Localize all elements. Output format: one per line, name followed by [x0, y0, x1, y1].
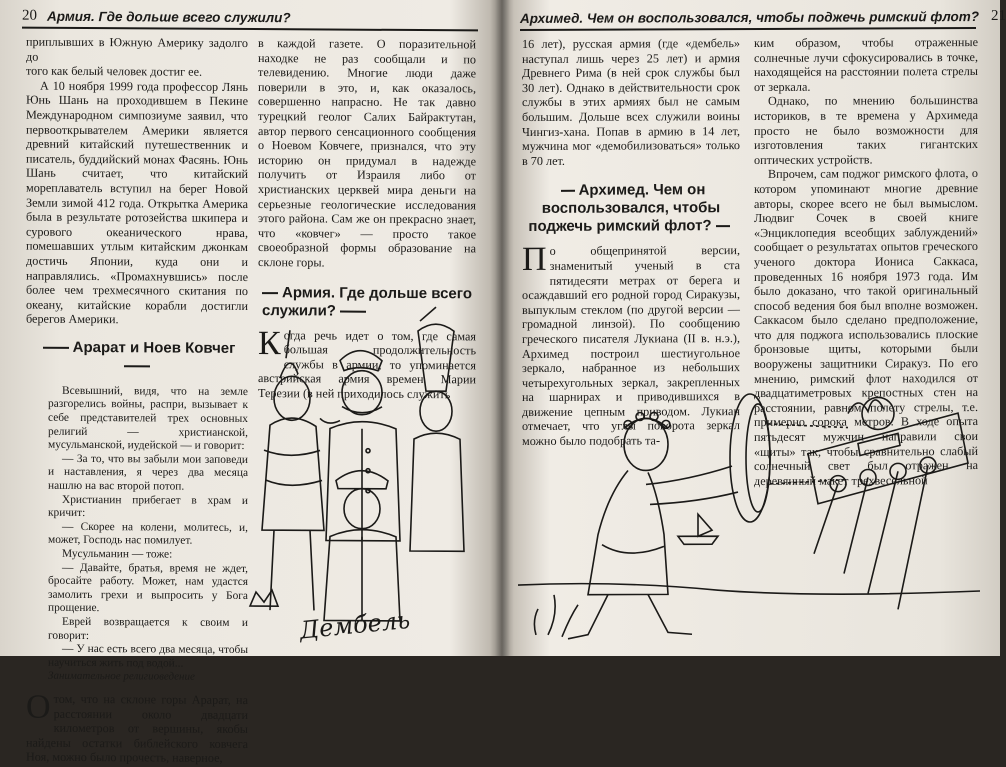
joke-line: — За то, что вы забыли мои заповеди и наставления, я через два месяца нашлю на вас второй потоп. — [48, 452, 248, 493]
left-running-head — [22, 5, 478, 32]
left-page — [0, 0, 496, 766]
paragraph-ararat — [26, 688, 248, 766]
left-page-number: 20 — [22, 7, 37, 24]
joke-line: Мусульманин — тоже: — [62, 547, 173, 561]
intro-line: приплывших в Южную Америку задолго до — [26, 34, 248, 64]
cartoon-caption: Дембель — [298, 605, 412, 645]
paragraph: Впрочем, сам поджог римского флота, о котором упоминают многие древние авторы, скорее всего не был вымыслом. Людвиг Сочек в своей книге «Энциклопедия всеобщих заблуждений» сообщает о результатах опытов греческого ученого доктора Иониса Саккаса, проведенных 16 ноября 1973 года. Им было доказано, что такой оригинальный способ ведения боя был вполне возможен. Саккасом было сделано предположение, что для поджога использовались плоские бронзовые щиты, которыми были вооружены защитники Сиракуз. По его мнению, римский флот находился от двадцатиметровых крепостных стен на расстоянии, равном полету стрелы, т.е. примерно сорока метров. В ходе опыта пятьдесят мужчин направили свои «щиты» так, чтобы сравнительно слабый солнечный свет был отражен на деревянный макет трехвесельной — [754, 166, 978, 488]
right-running-head — [520, 5, 1006, 31]
right-page-number: 21 — [991, 7, 1006, 24]
joke-line: Еврей возвращается к своим и говорит: — [48, 615, 248, 642]
joke-line: — Скорее на колени, молитесь, и, может, Господь нас помилует. — [48, 520, 248, 548]
section-title-text: Архимед. Чем он воспользовался, чтобы поджечь римский флот? — [528, 181, 721, 236]
paragraph: в каждой газете. О поразительной находке не раз сообщали и по телевидению. Многие люди даже поверили в это, и, как оказалось, совершенно напрасно. Не так давно турецкий геолог Салих Байрактутан, автор первого сенсационного сообщения о Ноевом Ковчеге, признался, что эту историю он придумал в надежде получить от Израиля либо от христианских церквей мира деньги на серьезные геологические исследования этого района. Сам же он прекрасно знает, что «ковчег» — просто такое своеобразной формы образование на склоне горы. — [258, 36, 476, 270]
drop-cap: О — [26, 688, 51, 726]
left-running-head-text: Армия. Где дольше всего служили? — [47, 8, 291, 26]
paragraph: 16 лет), русская армия (где «дембель» наступал лишь через 25 лет) и армия Древнего Рима (в ней срок службы был 30 лет). Однако в действительности срок службы в этих армиях был не самым большим. Дольше всех служили воины Чингиз-хана. Попав в армию в 14 лет, мужчина мог «демобилизоваться» только в 70 лет. — [522, 36, 740, 168]
section-title-archimedes — [522, 181, 740, 236]
paragraph: А 10 ноября 1999 года профессор Лянь Юнь Шань на проходившем в Пекине Международном симпозиуме заявил, что первооткрывателем Америки является древний китайский путешественник и писатель, буддийский монах Фасянь. Юнь Шань считает, что китайский мореплаватель вступил на берег Новой Земли зимой 412 года. Открытка Америка была в результате ротозейства шкипера и сурового океанического нрава, помешавших утлым китайским джонкам достичь Японии, куда они и направлялись. «Промахнувшись» после более чем трехмесячного скитания по океану, китайские корабли достигли берегов Америки. — [26, 78, 248, 327]
right-page — [504, 0, 1006, 657]
drop-cap: П — [522, 241, 547, 279]
archimedes-cartoon-illustration — [518, 383, 980, 647]
section-title-text: Армия. Где дольше всего служили? — [262, 283, 472, 320]
section-title-text: Арарат и Ноев Ковчег — [72, 338, 236, 357]
joke-line: Христианин прибегает в храм и кричит: — [48, 493, 248, 520]
drop-cap: К — [258, 324, 281, 362]
paragraph-text: огда речь идет о том, где самая большая продолжительность службы в армии, то упоминается австрийская армия времен Марии Терезии (в ней приходилось служить — [258, 327, 476, 402]
joke-source: Занимательное религиоведение — [48, 670, 195, 684]
joke-line: — Давайте, братья, время не ждет, бросайте работу. Может, нам удастся замолить грехи и выпросить у Бога прощение. — [48, 561, 248, 615]
section-title-ararat — [26, 339, 248, 376]
left-column-1 — [26, 35, 248, 766]
soldiers-cartoon-illustration — [250, 310, 478, 651]
joke-block — [26, 385, 248, 685]
paragraph-text: том, что на склоне горы Арарат, на расстоянии около двадцати километров от вершины, якобы найдены остатки библейского ковчега Ноя, можно было прочесть, наверное, — [26, 691, 248, 766]
joke-line: Всевышний, видя, что на земле разгорелись войны, распри, вызывает к себе представителей трех основных религий — христианской, мусульманской, иудейской — и говорит: — [48, 384, 248, 453]
right-running-head-text: Архимед. Чем он воспользовался, чтобы поджечь римский флот? — [520, 9, 980, 27]
intro-line: того как белый человек достиг ее. — [26, 63, 203, 79]
paragraph: Однако, по мнению большинства историков, в те времена у Архимеда просто не было возможности для изготовления таких гигантских оптических устройств. — [754, 93, 978, 167]
paragraph: ким образом, чтобы отраженные солнечные лучи сфокусировались в точке, находящейся на расстоянии полета стрелы от зеркала. — [754, 35, 978, 94]
paragraph-text: о общепринятой версии, знаменитый ученый в ста пятидесяти метрах от берега и осаждавший его родной город Сиракузы, выпуклым стеклом (по другой версии — громадной линзой). По сообщению греческого писателя Лукиана (II в. н.э.), Архимед построил шестиугольное зеркало, набранное из небольших четырехугольных зеркал, закрепленных на шарнирах и приводившихся в движение цепным приводом. Лукиан отмечает, что углы поворота зеркал можно было подобрать та- — [522, 243, 740, 449]
joke-line: — У нас есть всего два месяца, чтобы научиться жить под водой... — [48, 643, 248, 670]
